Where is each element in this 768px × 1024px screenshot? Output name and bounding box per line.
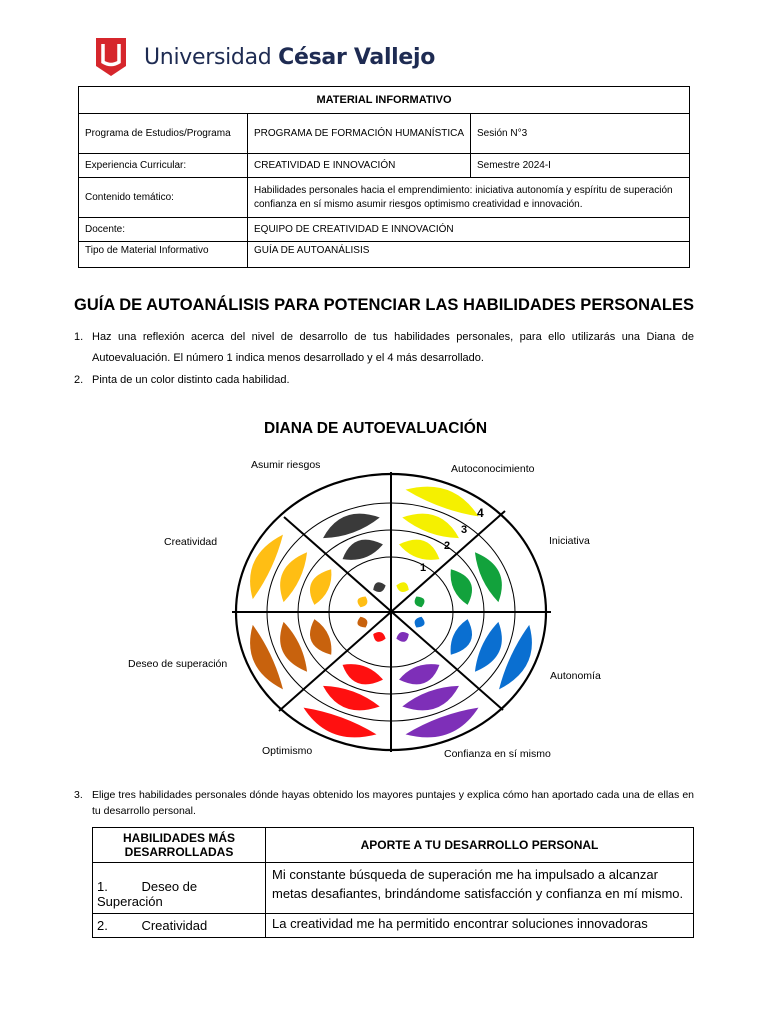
crescent-optimismo-level-2 — [343, 664, 383, 684]
crescent-confianza-en-s-mismo-level-1 — [396, 632, 408, 642]
item-3-text: Elige tres habilidades personales dónde hayas obtenido los mayores puntajes y explica cómo han aportado cada una de ellas en tu desarrollo personal. — [92, 789, 694, 817]
crescent-autoconocimiento-level-3 — [402, 514, 459, 538]
label-autoconocimiento: Autoconocimiento — [451, 463, 535, 475]
item-2-number: 2. — [74, 374, 84, 386]
crescent-autonom-a-level-2 — [451, 619, 472, 655]
row-2-skill: Creatividad — [141, 918, 208, 933]
crescent-iniciativa-level-2 — [451, 569, 472, 605]
label-deseo-superacion: Deseo de superación — [128, 658, 228, 670]
info-label-program: Programa de Estudios/Programa — [79, 114, 248, 154]
info-table-title: MATERIAL INFORMATIVO — [79, 87, 690, 114]
table-row — [93, 863, 694, 914]
info-extra-session: Sesión N°3 — [471, 114, 690, 154]
info-extra-semester: Semestre 2024-I — [471, 154, 690, 178]
label-autonomia: Autonomía — [550, 670, 601, 682]
diana-title: DIANA DE AUTOEVALUACIÓN — [264, 420, 488, 437]
info-value-type: GUÍA DE AUTOANÁLISIS — [248, 242, 690, 268]
crescent-creatividad-level-3 — [280, 552, 307, 602]
row-1-number: 1. — [97, 879, 108, 894]
university-name-regular: Universidad — [144, 44, 272, 70]
contributions-table — [92, 827, 694, 938]
crescent-creatividad-level-2 — [310, 569, 331, 605]
item-3-number: 3. — [74, 789, 83, 801]
crescent-autonom-a-level-3 — [475, 622, 502, 672]
diana-rings — [232, 472, 551, 752]
label-iniciativa: Iniciativa — [549, 535, 590, 547]
info-value-program: PROGRAMA DE FORMACIÓN HUMANÍSTICA — [248, 114, 471, 154]
info-label-teacher: Docente: — [79, 218, 248, 242]
crescent-iniciativa-level-1 — [415, 597, 425, 608]
crescent-asumir-riesgos-level-3 — [323, 514, 380, 538]
row-1-skill: Deseo de Superación — [97, 879, 198, 909]
guide-title: GUÍA DE AUTOANÁLISIS PARA POTENCIAR LAS HABILIDADES PERSONALES — [73, 296, 694, 314]
crescent-deseo-de-superaci-n-level-1 — [357, 617, 367, 628]
row-2-number: 2. — [97, 918, 108, 933]
crescent-autoconocimiento-level-2 — [399, 540, 439, 560]
row-1-text: Mi constante búsqueda de superación me ha impulsado a alcanzar metas desafiantes, brindándome satisfacción y confianza en mí mismo. — [266, 863, 694, 914]
label-creatividad: Creatividad — [164, 536, 218, 548]
info-value-course: CREATIVIDAD E INNOVACIÓN — [248, 154, 471, 178]
label-confianza: Confianza en sí mismo — [444, 748, 551, 760]
row-2-text: La creatividad me ha permitido encontrar soluciones innovadoras — [266, 914, 694, 938]
crescent-creatividad-level-1 — [357, 597, 367, 608]
header-contribution: APORTE A TU DESARROLLO PERSONAL — [266, 828, 694, 863]
item-1-text: Haz una reflexión acerca del nivel de desarrollo de tus habilidades personales, para ello utilizarás una Diana de Autoevaluación. El número 1 indica menos desarrollado y el 4 más desarrollado. — [92, 331, 694, 364]
ring-number-2: 2 — [444, 540, 451, 552]
info-label-course: Experiencia Curricular: — [79, 154, 248, 178]
item-2-text: Pinta de un color distinto cada habilidad. — [92, 374, 290, 386]
row-1-skill-cell — [93, 863, 266, 914]
label-asumir-riesgos: Asumir riesgos — [251, 459, 321, 471]
ring-number-4: 4 — [477, 506, 484, 520]
crescent-asumir-riesgos-level-1 — [373, 582, 385, 592]
ring-number-3: 3 — [461, 524, 468, 536]
crescent-optimismo-level-3 — [323, 686, 380, 710]
crescent-deseo-de-superaci-n-level-2 — [310, 619, 331, 655]
crescent-confianza-en-s-mismo-level-3 — [402, 686, 459, 710]
info-label-content: Contenido temático: — [79, 178, 248, 218]
label-optimismo: Optimismo — [262, 745, 313, 757]
crescent-iniciativa-level-3 — [475, 552, 502, 602]
table-row — [93, 914, 694, 938]
crescent-confianza-en-s-mismo-level-2 — [399, 664, 439, 684]
crescent-deseo-de-superaci-n-level-3 — [280, 622, 307, 672]
crescent-asumir-riesgos-level-2 — [343, 540, 383, 560]
axis-diag-1 — [284, 517, 503, 710]
header-skills: HABILIDADES MÁS DESARROLLADAS — [93, 828, 266, 863]
ring-number-1: 1 — [420, 562, 427, 574]
info-label-type: Tipo de Material Informativo — [79, 242, 248, 268]
item-1-number: 1. — [74, 331, 84, 343]
row-2-skill-cell — [93, 914, 266, 938]
crescent-autoconocimiento-level-1 — [396, 582, 408, 592]
university-name-bold: César Vallejo — [278, 44, 436, 70]
crescent-autonom-a-level-1 — [415, 617, 425, 628]
info-value-teacher: EQUIPO DE CREATIVIDAD E INNOVACIÓN — [248, 218, 690, 242]
info-value-content: Habilidades personales hacia el emprendimiento: iniciativa autonomía y espíritu de superación confianza en sí mismo asumir riesgos optimismo creatividad e innovación. — [248, 178, 690, 218]
crescent-optimismo-level-1 — [373, 632, 385, 642]
